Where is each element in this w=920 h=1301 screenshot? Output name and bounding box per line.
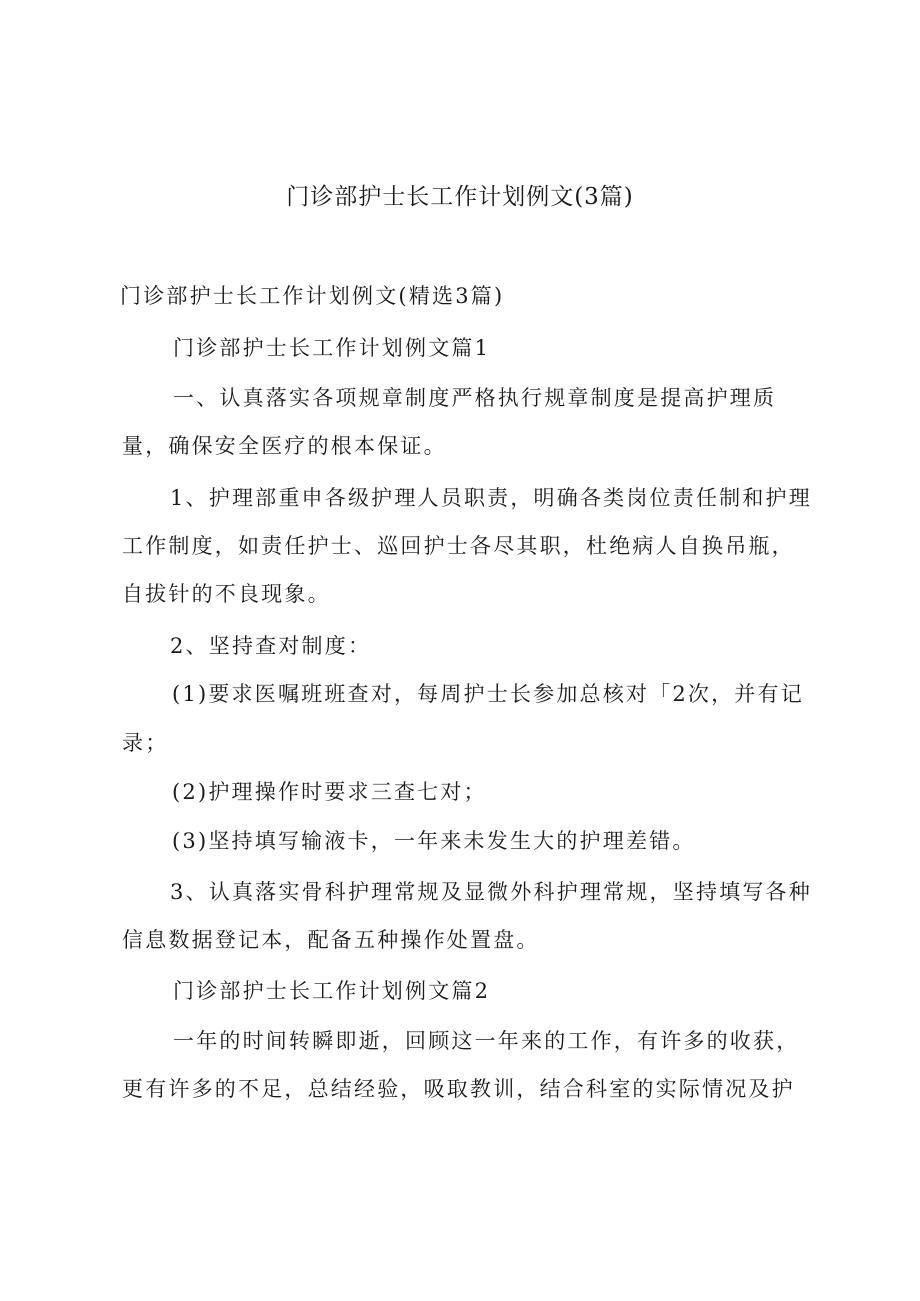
paragraph-line: 录； [122, 731, 169, 755]
paragraph-line: 量，确保安全医疗的根本保证。 [122, 434, 447, 458]
paragraph-line: 信息数据登记本，配备五种操作处置盘。 [122, 928, 540, 952]
paragraph-line: 自拔针的不良现象。 [122, 582, 331, 606]
paragraph-line: 一、认真落实各项规章制度严格执行规章制度是提高护理质 [173, 386, 777, 410]
paragraph-line: 1、护理部重申各级护理人员职责，明确各类岗位责任制和护理 [170, 486, 812, 510]
paragraph-line: 更有许多的不足，总结经验，吸取教训，结合科室的实际情况及护 [122, 1077, 795, 1101]
paragraph-line: 2、坚持查对制度： [170, 634, 372, 658]
section-heading-2: 门诊部护士长工作计划例文篇2 [173, 979, 491, 1003]
section-heading-1: 门诊部护士长工作计划例文篇1 [173, 336, 491, 360]
subtitle-line: 门诊部护士长工作计划例文(精选3篇) [120, 284, 505, 308]
paragraph-line: (1)要求医嘱班班查对，每周护士长参加总核对「2次，并有记 [172, 682, 804, 706]
paragraph-line: (2)护理操作时要求三查七对； [172, 780, 487, 804]
paragraph-line: 一年的时间转瞬即逝，回顾这一年来的工作，有许多的收获， [173, 1029, 800, 1053]
document-title: 门诊部护士长工作计划例文(3篇) [286, 184, 634, 210]
paragraph-line: 工作制度，如责任护士、巡回护士各尽其职，杜绝病人自换吊瓶， [122, 534, 795, 558]
paragraph-line: (3)坚持填写输液卡，一年来未发生大的护理差错。 [172, 829, 696, 853]
paragraph-line: 3、认真落实骨科护理常规及显微外科护理常规，坚持填写各种 [170, 880, 812, 904]
